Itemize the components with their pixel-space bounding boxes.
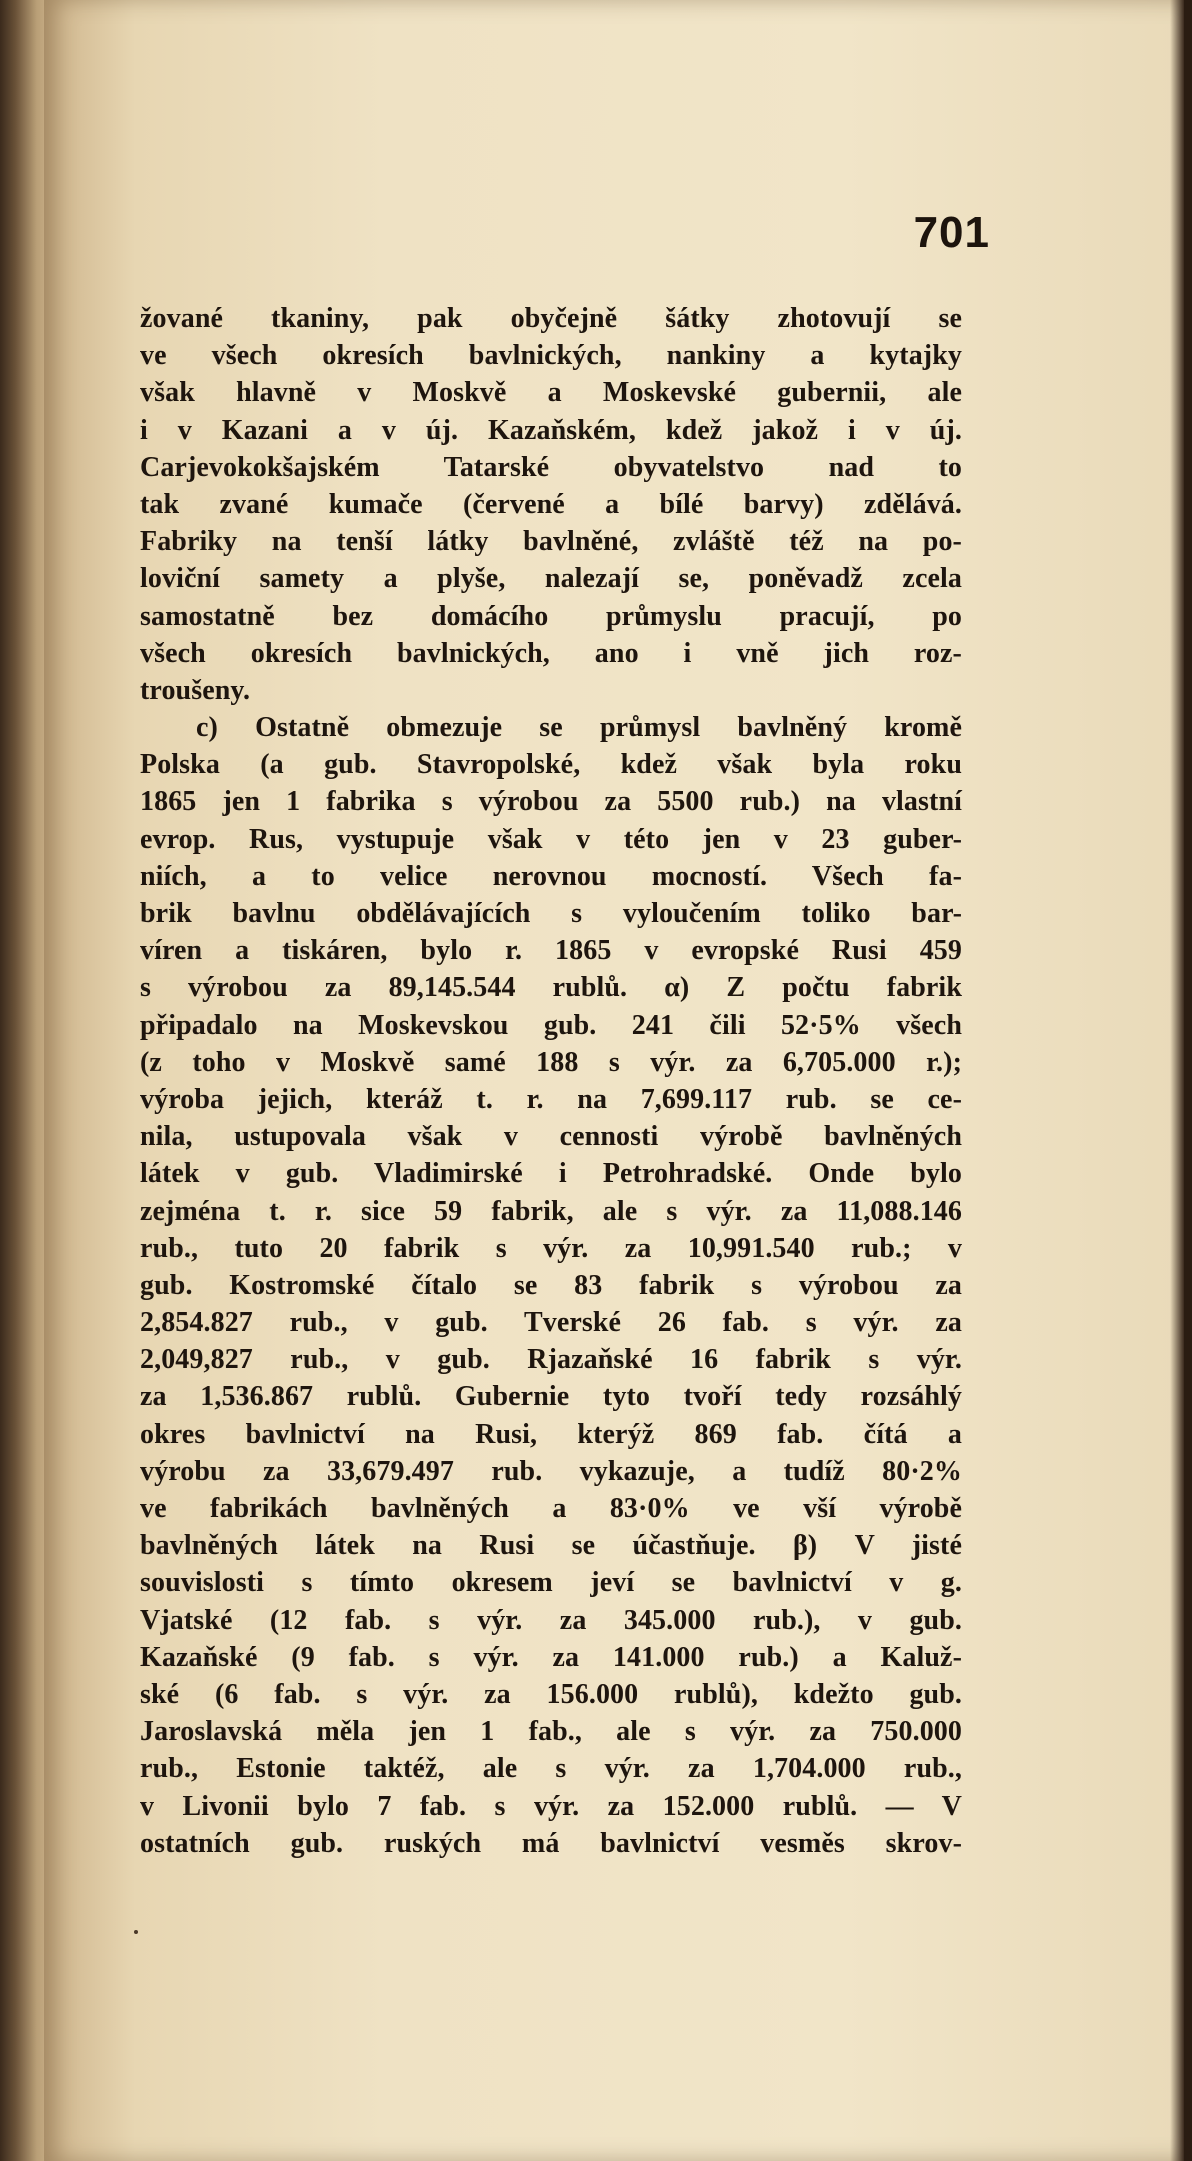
text-line: tak zvané kumače (červené a bílé barvy) zdělává. [140,488,962,520]
text-line: Polska (a gub. Stavropolské, kdež však byla roku [140,749,962,781]
text-line: rub., tuto 20 fabrik s výr. za 10,991.540 rub.; v [140,1232,962,1264]
page-number: 701 [913,208,990,257]
text-line: ve všech okresích bavlnických, nankiny a kytajky [140,340,962,372]
text-line: ské (6 fab. s výr. za 156.000 rublů), kdežto gub. [140,1678,962,1710]
text-line: víren a tiskáren, bylo r. 1865 v evropské Rusi 459 [140,935,962,967]
text-line: ostatních gub. ruských má bavlnictví vesměs skrov- [140,1827,962,1859]
text-line: v Livonii bylo 7 fab. s výr. za 152.000 rublů. — V [140,1790,962,1822]
text-line: Fabriky na tenší látky bavlněné, zvláště též na po- [140,526,962,558]
text-line: (z toho v Moskvě samé 188 s výr. za 6,705.000 r.); [140,1046,962,1078]
text-line: Carjevokokšajském Tatarské obyvatelstvo nad to [140,451,962,483]
text-line: gub. Kostromské čítalo se 83 fabrik s výrobou za [140,1269,962,1301]
text-line: zejména t. r. sice 59 fabrik, ale s výr. za 11,088.146 [140,1195,962,1227]
text-line: okres bavlnictví na Rusi, kterýž 869 fab. čítá a [140,1418,962,1450]
text-line: žované tkaniny, pak obyčejně šátky zhotovují se [140,303,962,334]
text-line: výroba jejich, kteráž t. r. na 7,699.117 rub. se ce- [140,1083,962,1115]
text-line: však hlavně v Moskvě a Moskevské gubernii, ale [140,377,962,409]
text-line: loviční samety a plyše, nalezají se, poněvadž zcela [140,563,962,595]
text-line: 1865 jen 1 fabrika s výrobou za 5500 rub.) na vlastní [140,786,962,818]
body-text [140,300,962,1862]
text-line: 2,854.827 rub., v gub. Tverské 26 fab. s výr. za [140,1307,962,1339]
text-line: troušeny. [140,674,251,706]
text-line: niích, a to velice nerovnou mocností. Všech fa- [140,860,962,892]
ink-speck [134,1930,138,1934]
text-line: souvislosti s tímto okresem jeví se bavlnictví v g. [140,1567,962,1599]
text-line: látek v gub. Vladimirské i Petrohradské. Onde bylo [140,1158,962,1190]
text-line: rub., Estonie taktéž, ale s výr. za 1,704.000 rub., [140,1753,962,1785]
text-line: výrobu za 33,679.497 rub. vykazuje, a tudíž 80·2% [140,1455,962,1487]
text-line: bavlněných látek na Rusi se účastňuje. β) V jisté [140,1530,962,1562]
text-line: i v Kazani a v új. Kazaňském, kdež jakož i v új. [140,414,962,446]
text-line: samostatně bez domácího průmyslu pracují, po [140,600,962,632]
text-line: za 1,536.867 rublů. Gubernie tyto tvoří tedy rozsáhlý [140,1381,962,1413]
text-line: ve fabrikách bavlněných a 83·0% ve vší výrobě [140,1493,962,1524]
text-line: s výrobou za 89,145.544 rublů. α) Z počtu fabrik [140,972,962,1004]
text-line: Vjatské (12 fab. s výr. za 345.000 rub.), v gub. [140,1604,962,1636]
text-line: evrop. Rus, vystupuje však v této jen v 23 guber- [140,823,962,855]
text-line: Jaroslavská měla jen 1 fab., ale s výr. za 750.000 [140,1716,962,1748]
text-line: brik bavlnu obdělávajících s vyloučením toliko bar- [140,898,962,929]
page-edge-shadow [1170,0,1184,2161]
text-line: Kazaňské (9 fab. s výr. za 141.000 rub.) a Kaluž- [140,1641,962,1673]
text-line: připadalo na Moskevskou gub. 241 čili 52·5% všech [140,1009,962,1041]
text-line: 2,049,827 rub., v gub. Rjazaňské 16 fabrik s výr. [140,1344,962,1376]
text-line: c) Ostatně obmezuje se průmysl bavlněný kromě [196,712,962,744]
text-line: nila, ustupovala však v cennosti výrobě bavlněných [140,1121,962,1153]
text-line: všech okresích bavlnických, ano i vně jich roz- [140,637,962,669]
